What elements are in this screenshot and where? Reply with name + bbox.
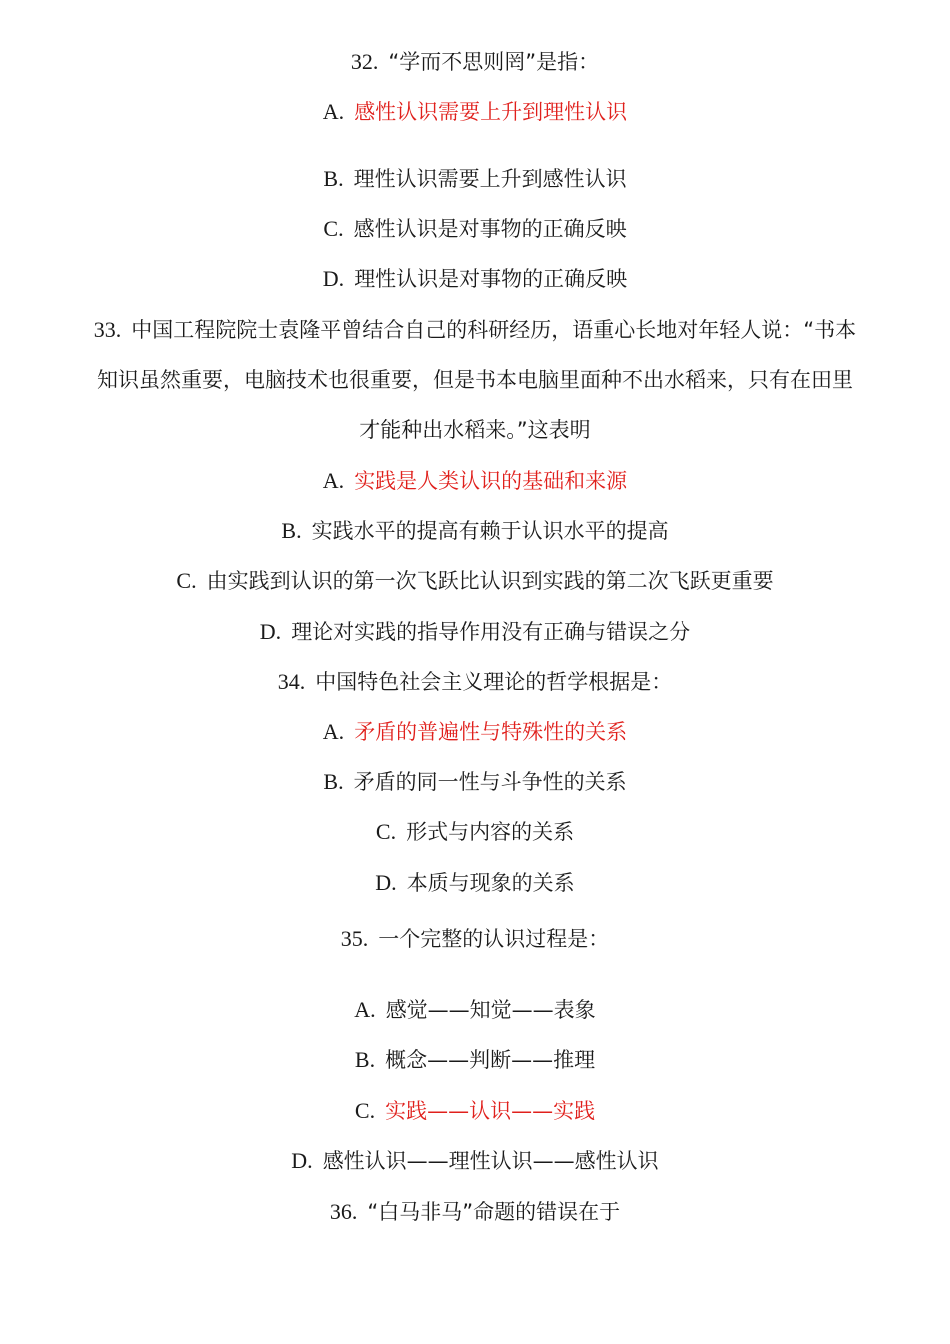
question-32-option-a [50, 98, 900, 126]
option-letter: B. [323, 166, 344, 191]
question-35-option-d [50, 1147, 900, 1175]
option-text: 感性认识——理性认识——感性认识 [322, 1149, 659, 1173]
option-text: 本质与现象的关系 [406, 871, 575, 895]
question-stem-text: 中国特色社会主义理论的哲学根据是： [315, 670, 673, 694]
option-letter: A. [322, 468, 345, 493]
question-33-option-b [50, 517, 900, 545]
option-letter: D. [322, 266, 345, 291]
option-text: 形式与内容的关系 [406, 820, 575, 844]
question-stem-text: “学而不思则罔”是指： [388, 50, 600, 74]
option-text-correct: 矛盾的普遍性与特殊性的关系 [354, 720, 628, 744]
option-letter: C. [354, 1098, 376, 1123]
question-34-stem-line-1 [50, 668, 900, 696]
option-letter: B. [281, 518, 302, 543]
question-36-stem-line-1 [50, 1198, 900, 1226]
question-number: 35. [340, 926, 369, 951]
question-stem-text: “白马非马”命题的错误在于 [367, 1200, 621, 1224]
option-text: 理性认识需要上升到感性认识 [353, 167, 627, 191]
question-33-option-c [50, 567, 900, 595]
option-text-correct: 实践是人类认识的基础和来源 [354, 469, 628, 493]
question-35-option-c [50, 1097, 900, 1125]
option-letter: D. [375, 870, 397, 895]
question-stem-text: 知识虽然重要，电脑技术也很重要，但是书本电脑里面种不出水稻来，只有在田里 [97, 368, 853, 392]
option-text: 矛盾的同一性与斗争性的关系 [353, 770, 627, 794]
question-stem-text: 中国工程院院士袁隆平曾结合自己的科研经历，语重心长地对年轻人说：“书本 [131, 318, 857, 342]
question-32-option-c [50, 215, 900, 243]
option-letter: D. [259, 619, 282, 644]
option-text: 实践水平的提高有赖于认识水平的提高 [311, 519, 669, 543]
question-35-option-b [50, 1046, 900, 1074]
option-text: 理论对实践的指导作用没有正确与错误之分 [291, 620, 691, 644]
question-34-option-b [50, 768, 900, 796]
option-text-correct: 感性认识需要上升到理性认识 [354, 100, 628, 124]
option-letter: C. [323, 216, 344, 241]
option-letter: B. [323, 769, 344, 794]
option-letter: C. [176, 568, 197, 593]
question-number: 36. [329, 1199, 358, 1224]
question-33-stem-line-3 [50, 416, 900, 444]
question-stem-text: 一个完整的认识过程是： [378, 927, 610, 951]
option-text: 感性认识是对事物的正确反映 [353, 217, 627, 241]
option-letter: A. [354, 997, 376, 1022]
question-33-stem-line-1 [50, 316, 900, 344]
question-32-option-d [50, 265, 900, 293]
question-number: 33. [93, 317, 122, 342]
question-number: 32. [350, 49, 379, 74]
option-letter: D. [291, 1148, 313, 1173]
question-32-stem-line-1 [50, 48, 900, 76]
option-letter: A. [322, 99, 345, 124]
question-35-option-a [50, 996, 900, 1024]
question-33-option-d [50, 618, 900, 646]
question-32-option-b [50, 165, 900, 193]
question-stem-text: 才能种出水稻来。”这表明 [359, 418, 591, 442]
option-letter: B. [354, 1047, 376, 1072]
question-33-stem-line-2 [50, 366, 900, 394]
question-35-stem-line-1 [50, 925, 900, 953]
option-text: 感觉——知觉——表象 [385, 998, 596, 1022]
question-34-option-d [50, 869, 900, 897]
question-34-option-a [50, 718, 900, 746]
question-34-option-c [50, 818, 900, 846]
option-letter: C. [375, 819, 397, 844]
option-text: 理性认识是对事物的正确反映 [354, 267, 628, 291]
option-text-correct: 实践——认识——实践 [385, 1099, 596, 1123]
option-letter: A. [322, 719, 345, 744]
question-33-option-a [50, 467, 900, 495]
question-number: 34. [277, 669, 306, 694]
option-text: 由实践到认识的第一次飞跃比认识到实践的第二次飞跃更重要 [206, 569, 774, 593]
option-text: 概念——判断——推理 [385, 1048, 596, 1072]
